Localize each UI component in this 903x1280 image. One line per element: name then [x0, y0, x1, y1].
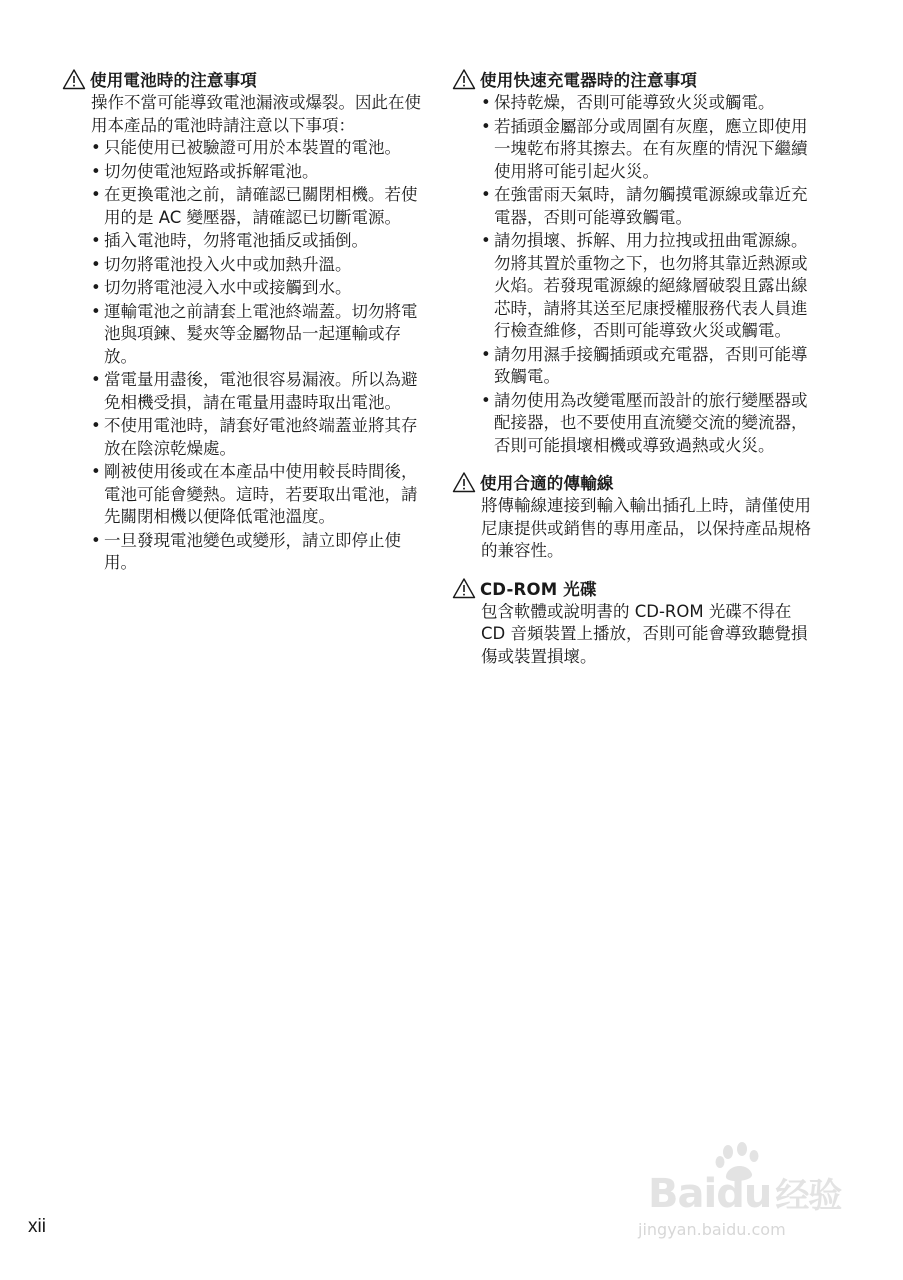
- warning-triangle-icon: [452, 471, 476, 493]
- bullet-item: • 切勿使電池短路或拆解電池。: [91, 161, 424, 184]
- bullet-list: [91, 137, 424, 575]
- warning-triangle-icon: [452, 68, 476, 90]
- bullet-item: • 在強雷雨天氣時，請勿觸摸電源線或靠近充電器，否則可能導致觸電。: [481, 184, 817, 229]
- section-body: 將傳輸線連接到輸入輸出插孔上時，請僅使用尼康提供或銷售的專用產品，以保持產品規格的兼容性。: [481, 496, 811, 560]
- warning-triangle-icon: [452, 577, 476, 599]
- right-column: [452, 66, 817, 680]
- bullet-item: • 插入電池時，勿將電池插反或插倒。: [91, 230, 424, 253]
- section-heading: [62, 66, 424, 92]
- bullet-item: • 不使用電池時，請套好電池終端蓋並將其存放在陰涼乾燥處。: [91, 415, 424, 460]
- baidu-watermark: [618, 1142, 858, 1254]
- bullet-item: • 切勿將電池投入火中或加熱升溫。: [91, 254, 424, 277]
- cdrom-section: [452, 575, 817, 669]
- bullet-item: • 保持乾燥，否則可能導致火災或觸電。: [481, 92, 817, 115]
- bullet-item: • 剛被使用後或在本產品中使用較長時間後，電池可能會變熱。這時，若要取出電池，請先關閉相機以便降低電池溫度。: [91, 461, 424, 529]
- watermark-logo-text: Baidu 经验: [648, 1171, 842, 1217]
- warning-triangle-icon: [62, 68, 86, 90]
- bullet-item: • 請勿用濕手接觸插頭或充電器，否則可能導致觸電。: [481, 344, 817, 389]
- charger-cautions-section: [452, 66, 817, 457]
- bullet-item: • 只能使用已被驗證可用於本裝置的電池。: [91, 137, 424, 160]
- watermark-url: jingyan.baidu.com: [638, 1220, 786, 1239]
- cable-section: [452, 469, 817, 563]
- section-title: 使用快速充電器時的注意事項: [480, 71, 698, 90]
- bullet-item: • 當電量用盡後，電池很容易漏液。所以為避免相機受損，請在電量用盡時取出電池。: [91, 369, 424, 414]
- battery-cautions-section: [62, 66, 424, 575]
- section-title: 使用電池時的注意事項: [90, 71, 257, 90]
- section-intro: 操作不當可能導致電池漏液或爆裂。因此在使用本產品的電池時請注意以下事項：: [91, 93, 421, 135]
- bullet-list: [481, 92, 817, 457]
- bullet-item: • 請勿損壞、拆解、用力拉拽或扭曲電源線。勿將其置於重物之下，也勿將其靠近熱源或火焰。若發現電源線的絕緣層破裂且露出線芯時，請將其送至尼康授權服務代表人員進行檢查維修，否則可能導致火災或觸電。: [481, 230, 817, 343]
- bullet-item: • 在更換電池之前，請確認已關閉相機。若使用的是 AC 變壓器，請確認已切斷電源。: [91, 184, 424, 229]
- section-heading: [452, 469, 817, 495]
- page-number: xii: [28, 1216, 46, 1237]
- bullet-item: • 請勿使用為改變電壓而設計的旅行變壓器或配接器，也不要使用直流變交流的變流器，否則可能損壞相機或導致過熱或火災。: [481, 390, 817, 458]
- bullet-item: • 運輸電池之前請套上電池終端蓋。切勿將電池與項鍊、髮夾等金屬物品一起運輸或存放。: [91, 301, 424, 369]
- bullet-item: • 若插頭金屬部分或周圍有灰塵，應立即使用一塊乾布將其擦去。在有灰塵的情況下繼續使用將可能引起火災。: [481, 116, 817, 184]
- section-body: 包含軟體或說明書的 CD-ROM 光碟不得在 CD 音頻裝置上播放，否則可能會導致聽覺損傷或裝置損壞。: [481, 601, 808, 666]
- left-column: [62, 66, 424, 587]
- section-title: 使用合適的傳輸線: [480, 474, 614, 493]
- section-title: CD-ROM 光碟: [480, 579, 597, 599]
- bullet-item: • 切勿將電池浸入水中或接觸到水。: [91, 277, 424, 300]
- section-heading: [452, 575, 817, 601]
- section-heading: [452, 66, 817, 92]
- bullet-item: • 一旦發現電池變色或變形，請立即停止使用。: [91, 530, 424, 575]
